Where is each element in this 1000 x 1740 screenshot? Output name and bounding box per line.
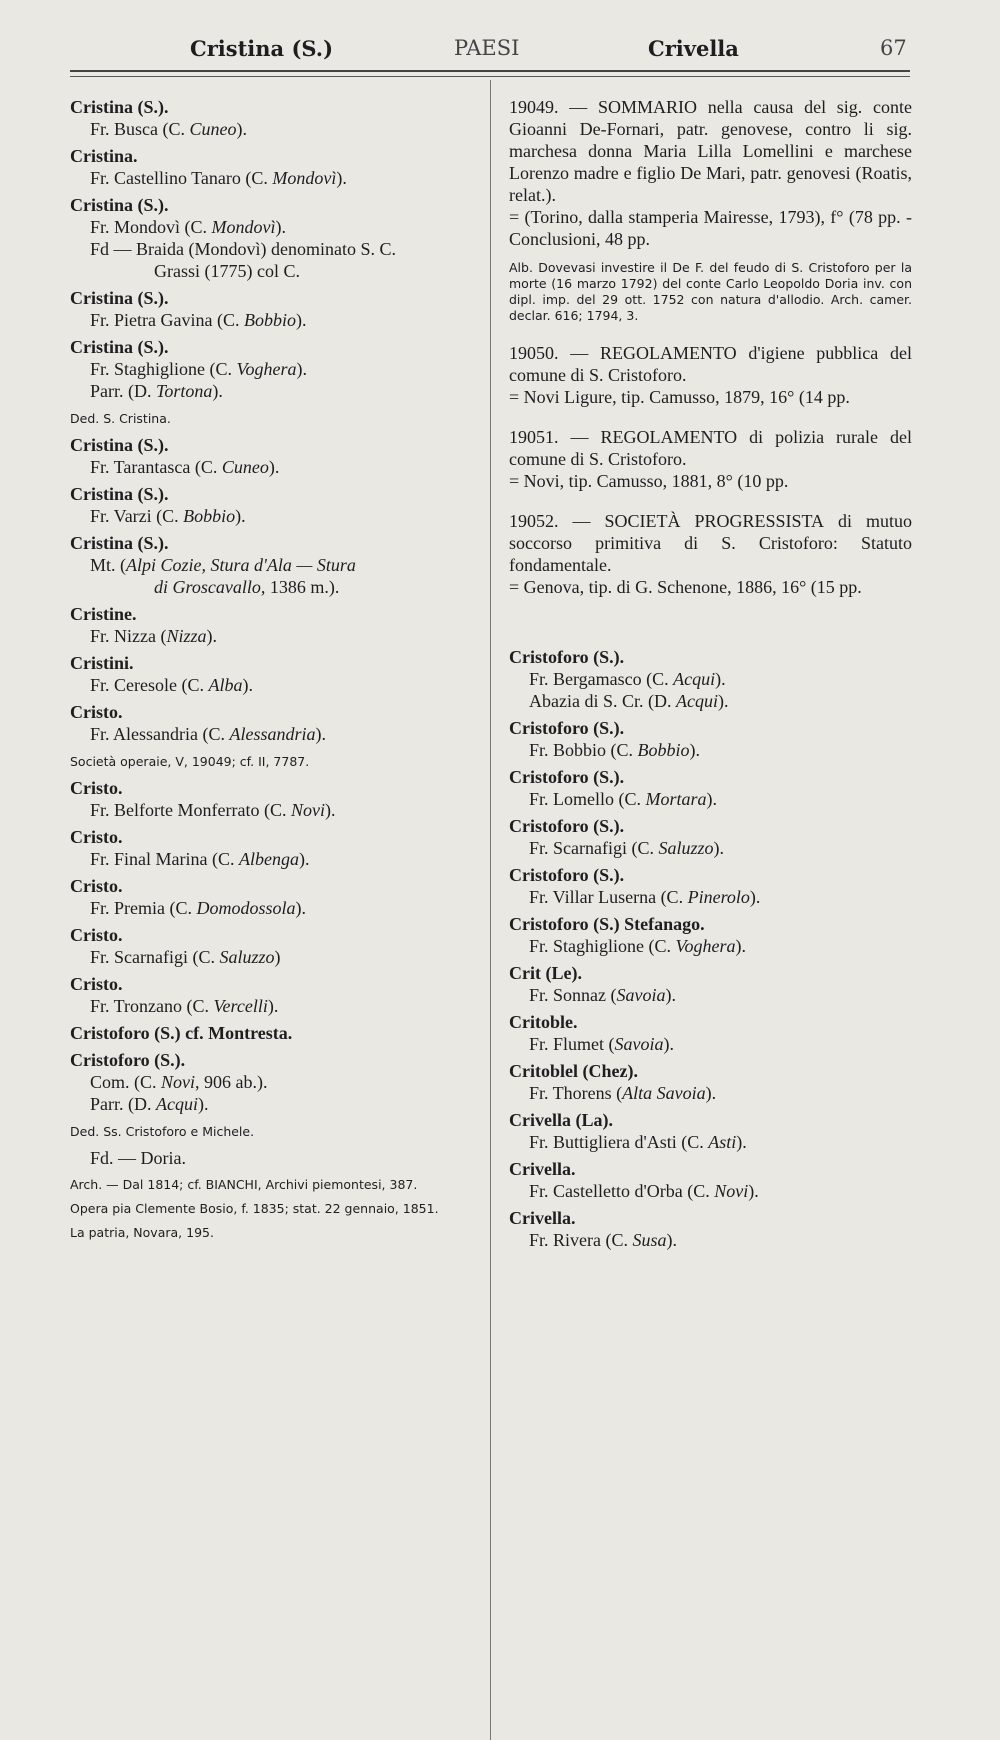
- gazetteer-entry: [509, 1158, 912, 1202]
- entry-line: [70, 1071, 480, 1093]
- gazetteer-entry: [70, 1049, 480, 1241]
- text-segment: ).: [706, 789, 718, 809]
- text-segment: Fr. Castellino Tanaro (C.: [90, 168, 273, 188]
- text-segment: ): [274, 947, 281, 967]
- record-imprint: = Novi Ligure, tip. Camusso, 1879, 16° (14 pp.: [509, 387, 850, 407]
- italic-segment: Mondovì: [211, 217, 276, 237]
- entry-line: [509, 788, 912, 810]
- entry-heading: Cristo.: [70, 702, 123, 722]
- entry-line: [70, 723, 480, 745]
- italic-segment: Asti: [708, 1132, 737, 1152]
- entry-line: [70, 505, 480, 527]
- gazetteer-entry: [70, 434, 480, 478]
- text-segment: ).: [295, 310, 307, 330]
- entry-line: [70, 238, 480, 260]
- gazetteer-entry: [70, 96, 480, 140]
- text-segment: Fr. Rivera (C.: [529, 1230, 633, 1250]
- entry-line: [70, 1147, 480, 1169]
- text-segment: Grassi (1775) col C.: [154, 261, 300, 281]
- text-segment: ).: [735, 936, 747, 956]
- entry-line: [509, 1229, 912, 1251]
- entry-note: Opera pia Clemente Bosio, f. 1835; stat. 22 gennaio, 1851.: [70, 1201, 439, 1216]
- italic-segment: Alessandria: [229, 724, 316, 744]
- text-segment: Fr. Premia (C.: [90, 898, 197, 918]
- entry-heading: Crivella.: [509, 1159, 576, 1179]
- text-segment: ).: [235, 506, 246, 526]
- record-title: nella causa del sig. conte Gioanni De-Fornari, patr. genovese, contro li sig. marchesa donna Maria Lilla Lomellini e marchese Lorenzo madre e figlio De Mari, patr. genovesi (Roatis, relat.).: [509, 97, 912, 205]
- text-segment: ).: [267, 996, 279, 1016]
- entry-line: [70, 946, 480, 968]
- text-segment: ).: [717, 691, 729, 711]
- entry-line: [70, 167, 480, 189]
- italic-segment: Vercelli: [213, 996, 268, 1016]
- entry-line: [509, 1082, 912, 1104]
- text-segment: ).: [315, 724, 327, 744]
- text-segment: Abazia di S. Cr. (D.: [529, 691, 676, 711]
- gazetteer-entry: [509, 962, 912, 1006]
- entry-line: [509, 1180, 912, 1202]
- entry-line: [70, 358, 480, 380]
- record-heading: REGOLAMENTO: [600, 427, 738, 447]
- italic-segment: Tortona: [156, 381, 213, 401]
- record-number: 19049. —: [509, 97, 598, 117]
- entry-heading: Cristoforo (S.).: [509, 865, 625, 885]
- record-imprint: = (Torino, dalla stamperia Mairesse, 1793), f° (78 pp. - Conclusioni, 48 pp.: [509, 207, 912, 249]
- text-segment: Fd — Braida (Mondovì) denominato S. C.: [90, 239, 396, 259]
- text-segment: , 906 ab.).: [195, 1072, 268, 1092]
- italic-segment: Mondovì: [272, 168, 337, 188]
- italic-segment: Albenga: [239, 849, 299, 869]
- italic-segment: Acqui: [673, 669, 716, 689]
- italic-segment: Savoia: [614, 1034, 664, 1054]
- italic-segment: Cuneo: [189, 119, 237, 139]
- gazetteer-entry: [509, 913, 912, 957]
- text-segment: ).: [212, 381, 223, 401]
- bibliographic-record: [509, 342, 912, 408]
- entry-line: [70, 216, 480, 238]
- record-body: [509, 96, 912, 206]
- entry-heading: Cristo.: [70, 974, 123, 994]
- entry-note: Ded. Ss. Cristoforo e Michele.: [70, 1124, 255, 1139]
- bibliographic-record: [509, 510, 912, 598]
- gazetteer-entry: [509, 815, 912, 859]
- entry-heading: Cristoforo (S.) Stefanago.: [509, 914, 705, 934]
- text-segment: ).: [268, 457, 280, 477]
- record-title: di polizia rurale del comune di S. Cristoforo.: [509, 427, 912, 469]
- header-rule-thin: [70, 76, 910, 77]
- text-segment: Fd. — Doria.: [90, 1148, 186, 1168]
- entry-heading: Cristina (S.).: [70, 533, 169, 553]
- text-segment: ).: [705, 1083, 717, 1103]
- entry-heading: Crivella.: [509, 1208, 576, 1228]
- text-segment: Fr. Varzi (C.: [90, 506, 184, 526]
- entry-line: [70, 995, 480, 1017]
- entry-line: [509, 690, 912, 712]
- text-segment: Com. (C.: [90, 1072, 162, 1092]
- gazetteer-entry: [70, 875, 480, 919]
- entry-heading: Cristoforo (S.).: [509, 816, 625, 836]
- gazetteer-entry: [70, 603, 480, 647]
- running-head-center: PAESI: [454, 36, 520, 60]
- entry-heading: Cristina.: [70, 146, 138, 166]
- italic-segment: Domodossola: [196, 898, 296, 918]
- text-segment: ).: [295, 898, 307, 918]
- text-segment: Fr. Sonnaz (: [529, 985, 617, 1005]
- italic-segment: Bobbio: [637, 740, 690, 760]
- text-segment: Fr. Flumet (: [529, 1034, 615, 1054]
- italic-segment: Susa: [632, 1230, 667, 1250]
- gazetteer-entry: [70, 973, 480, 1017]
- text-segment: ).: [713, 838, 724, 858]
- italic-segment: Nizza: [166, 626, 207, 646]
- text-segment: 1386 m.).: [265, 577, 340, 597]
- entry-line: [70, 309, 480, 331]
- header-rule-thick: [70, 70, 910, 72]
- record-imprint: = Novi, tip. Camusso, 1881, 8° (10 pp.: [509, 471, 789, 491]
- entry-line: [70, 456, 480, 478]
- page-number: 67: [880, 36, 907, 60]
- entry-heading: Cristo.: [70, 876, 123, 896]
- gazetteer-entry: [509, 646, 912, 712]
- entry-heading: Crivella (La).: [509, 1110, 613, 1130]
- text-segment: Fr. Bobbio (C.: [529, 740, 638, 760]
- gazetteer-entry: [70, 701, 480, 771]
- bibliographic-record: [509, 96, 912, 324]
- entry-line: [509, 837, 912, 859]
- entry-line: [70, 576, 480, 598]
- text-segment: Fr. Busca (C.: [90, 119, 190, 139]
- entry-heading: Cristoforo (S.).: [509, 647, 625, 667]
- italic-segment: Voghera: [675, 936, 736, 956]
- gazetteer-entry: [70, 826, 480, 870]
- entry-line: [70, 799, 480, 821]
- record-number: 19052. —: [509, 511, 605, 531]
- entry-heading: Cristina (S.).: [70, 195, 169, 215]
- text-segment: ).: [336, 168, 347, 188]
- gazetteer-entry: [70, 483, 480, 527]
- text-segment: Fr. Buttigliera d'Asti (C.: [529, 1132, 709, 1152]
- text-segment: Fr. Scarnafigi (C.: [90, 947, 220, 967]
- entry-heading: Cristina (S.).: [70, 337, 169, 357]
- gazetteer-entry: [70, 652, 480, 696]
- text-segment: Fr. Nizza (: [90, 626, 167, 646]
- text-segment: ).: [689, 740, 701, 760]
- text-segment: Fr. Villar Luserna (C.: [529, 887, 688, 907]
- gazetteer-entry: [509, 864, 912, 908]
- record-number: 19050. —: [509, 343, 600, 363]
- italic-segment: Acqui: [675, 691, 718, 711]
- entry-heading: Cristini.: [70, 653, 134, 673]
- entry-line: [509, 886, 912, 908]
- text-segment: Fr. Lomello (C.: [529, 789, 646, 809]
- entry-heading: Cristine.: [70, 604, 137, 624]
- entry-line: [70, 674, 480, 696]
- record-note: Alb. Dovevasi investire il De F. del feudo di S. Cristoforo per la morte (16 marzo 1792) del conte Carlo Leopoldo Doria inv. con dipl. imp. del 29 ott. 1752 con natura d'allodio. Arch. camer. declar. 616; 1794, 3.: [509, 260, 912, 323]
- entry-heading: Cristoforo (S.).: [70, 1050, 186, 1070]
- text-segment: Fr. Final Marina (C.: [90, 849, 239, 869]
- text-segment: Fr. Alessandria (C.: [90, 724, 230, 744]
- text-segment: ).: [715, 669, 726, 689]
- text-segment: ).: [236, 119, 248, 139]
- entry-note: Arch. — Dal 1814; cf. BIANCHI, Archivi piemontesi, 387.: [70, 1177, 418, 1192]
- gazetteer-entry: [70, 1022, 480, 1044]
- section-gap: [509, 616, 912, 646]
- text-segment: ).: [198, 1094, 209, 1114]
- gazetteer-entry: [70, 194, 480, 282]
- gazetteer-entry: [509, 766, 912, 810]
- gazetteer-entry: [70, 336, 480, 428]
- entry-line: [70, 554, 480, 576]
- entry-line: [70, 1093, 480, 1115]
- entry-line: [70, 118, 480, 140]
- italic-segment: Novi: [161, 1072, 196, 1092]
- italic-segment: Novi: [714, 1181, 749, 1201]
- gazetteer-entry: [70, 145, 480, 189]
- entry-heading: Cristina (S.).: [70, 288, 169, 308]
- bibliographic-record: [509, 426, 912, 492]
- italic-segment: Alpi Cozie, Stura d'Ala — Stura: [126, 555, 356, 575]
- italic-segment: Cuneo: [221, 457, 269, 477]
- italic-segment: Acqui: [156, 1094, 198, 1114]
- gazetteer-entry: [509, 1109, 912, 1153]
- text-segment: ).: [296, 359, 308, 379]
- italic-segment: Bobbio: [183, 506, 236, 526]
- text-segment: ).: [748, 1181, 759, 1201]
- record-body: [509, 510, 912, 576]
- entry-heading: Cristo.: [70, 827, 123, 847]
- record-title: d'igiene pubblica del comune di S. Cristoforo.: [509, 343, 912, 385]
- entry-note: Società operaie, V, 19049; cf. II, 7787.: [70, 754, 310, 769]
- gazetteer-entry: [70, 777, 480, 821]
- gazetteer-entry: [70, 287, 480, 331]
- text-segment: ).: [663, 1034, 675, 1054]
- text-segment: Fr. Ceresole (C.: [90, 675, 209, 695]
- record-imprint: = Genova, tip. di G. Schenone, 1886, 16° (15 pp.: [509, 577, 862, 597]
- left-column: [70, 96, 480, 1247]
- text-segment: ).: [242, 675, 253, 695]
- right-column: [509, 96, 912, 1256]
- italic-segment: Mortara: [645, 789, 707, 809]
- text-segment: Fr. Bergamasco (C.: [529, 669, 674, 689]
- text-segment: ).: [206, 626, 218, 646]
- entry-line: [70, 260, 480, 282]
- entry-heading: Cristina (S.).: [70, 484, 169, 504]
- text-segment: ).: [324, 800, 336, 820]
- italic-segment: Novi: [290, 800, 325, 820]
- running-head-left: Cristina (S.): [190, 36, 334, 61]
- gazetteer-entry: [70, 532, 480, 598]
- running-head-right: Crivella: [648, 36, 739, 61]
- italic-segment: Pinerolo: [687, 887, 750, 907]
- column-divider: [490, 80, 491, 1740]
- italic-segment: Alba: [208, 675, 243, 695]
- italic-segment: di Groscavallo,: [154, 577, 266, 597]
- entry-line: [70, 848, 480, 870]
- entry-line: [70, 380, 480, 402]
- gazetteer-entry: [509, 717, 912, 761]
- entry-line: [70, 897, 480, 919]
- text-segment: ).: [749, 887, 761, 907]
- italic-segment: Saluzzo: [658, 838, 714, 858]
- text-segment: Fr. Belforte Monferrato (C.: [90, 800, 291, 820]
- entry-line: [509, 668, 912, 690]
- text-segment: Mt. (: [90, 555, 126, 575]
- entry-heading: Cristina (S.).: [70, 435, 169, 455]
- text-segment: Fr. Staghiglione (C.: [529, 936, 676, 956]
- italic-segment: Bobbio: [243, 310, 296, 330]
- text-segment: ).: [665, 985, 676, 1005]
- text-segment: Fr. Mondovì (C.: [90, 217, 212, 237]
- entry-heading: Cristoforo (S.).: [509, 767, 625, 787]
- italic-segment: Savoia: [616, 985, 666, 1005]
- text-segment: Fr. Tronzano (C.: [90, 996, 214, 1016]
- gazetteer-entry: [509, 1207, 912, 1251]
- gazetteer-entry: [70, 924, 480, 968]
- entry-line: [509, 984, 912, 1006]
- entry-heading: Critoblel (Chez).: [509, 1061, 638, 1081]
- record-body: [509, 342, 912, 386]
- italic-segment: Voghera: [236, 359, 297, 379]
- record-heading: SOMMARIO: [597, 97, 697, 117]
- text-segment: Fr. Thorens (: [529, 1083, 623, 1103]
- entry-line: [509, 935, 912, 957]
- entry-heading: Cristoforo (S.).: [509, 718, 625, 738]
- gazetteer-entry: [509, 1011, 912, 1055]
- text-segment: Parr. (D.: [90, 381, 156, 401]
- text-segment: Parr. (D.: [90, 1094, 156, 1114]
- entry-heading: Cristo.: [70, 925, 123, 945]
- text-segment: ).: [736, 1132, 747, 1152]
- italic-segment: Saluzzo: [219, 947, 275, 967]
- text-segment: ).: [299, 849, 310, 869]
- text-segment: ).: [275, 217, 287, 237]
- text-segment: Fr. Staghiglione (C.: [90, 359, 237, 379]
- entry-line: [509, 1131, 912, 1153]
- entry-line: [70, 625, 480, 647]
- entry-line: [509, 1033, 912, 1055]
- text-segment: Fr. Castelletto d'Orba (C.: [529, 1181, 715, 1201]
- record-heading: REGOLAMENTO: [599, 343, 737, 363]
- entry-heading: Cristoforo (S.) cf. Montresta.: [70, 1023, 293, 1043]
- entry-note: Ded. S. Cristina.: [70, 411, 171, 426]
- record-number: 19051. —: [509, 427, 601, 447]
- text-segment: ).: [666, 1230, 678, 1250]
- text-segment: Fr. Tarantasca (C.: [90, 457, 222, 477]
- record-title: di mutuo soccorso primitiva di S. Cristoforo: Statuto fondamentale.: [509, 511, 913, 575]
- record-body: [509, 426, 912, 470]
- entry-heading: Cristo.: [70, 778, 123, 798]
- entry-heading: Crit (Le).: [509, 963, 582, 983]
- record-heading: SOCIETÀ PROGRESSISTA: [604, 511, 825, 531]
- text-segment: Fr. Scarnafigi (C.: [529, 838, 659, 858]
- italic-segment: Alta Savoia: [622, 1083, 706, 1103]
- gazetteer-entry: [509, 1060, 912, 1104]
- entry-line: [509, 739, 912, 761]
- text-segment: Fr. Pietra Gavina (C.: [90, 310, 244, 330]
- entry-heading: Critoble.: [509, 1012, 578, 1032]
- entry-note: La patria, Novara, 195.: [70, 1225, 214, 1240]
- entry-heading: Cristina (S.).: [70, 97, 169, 117]
